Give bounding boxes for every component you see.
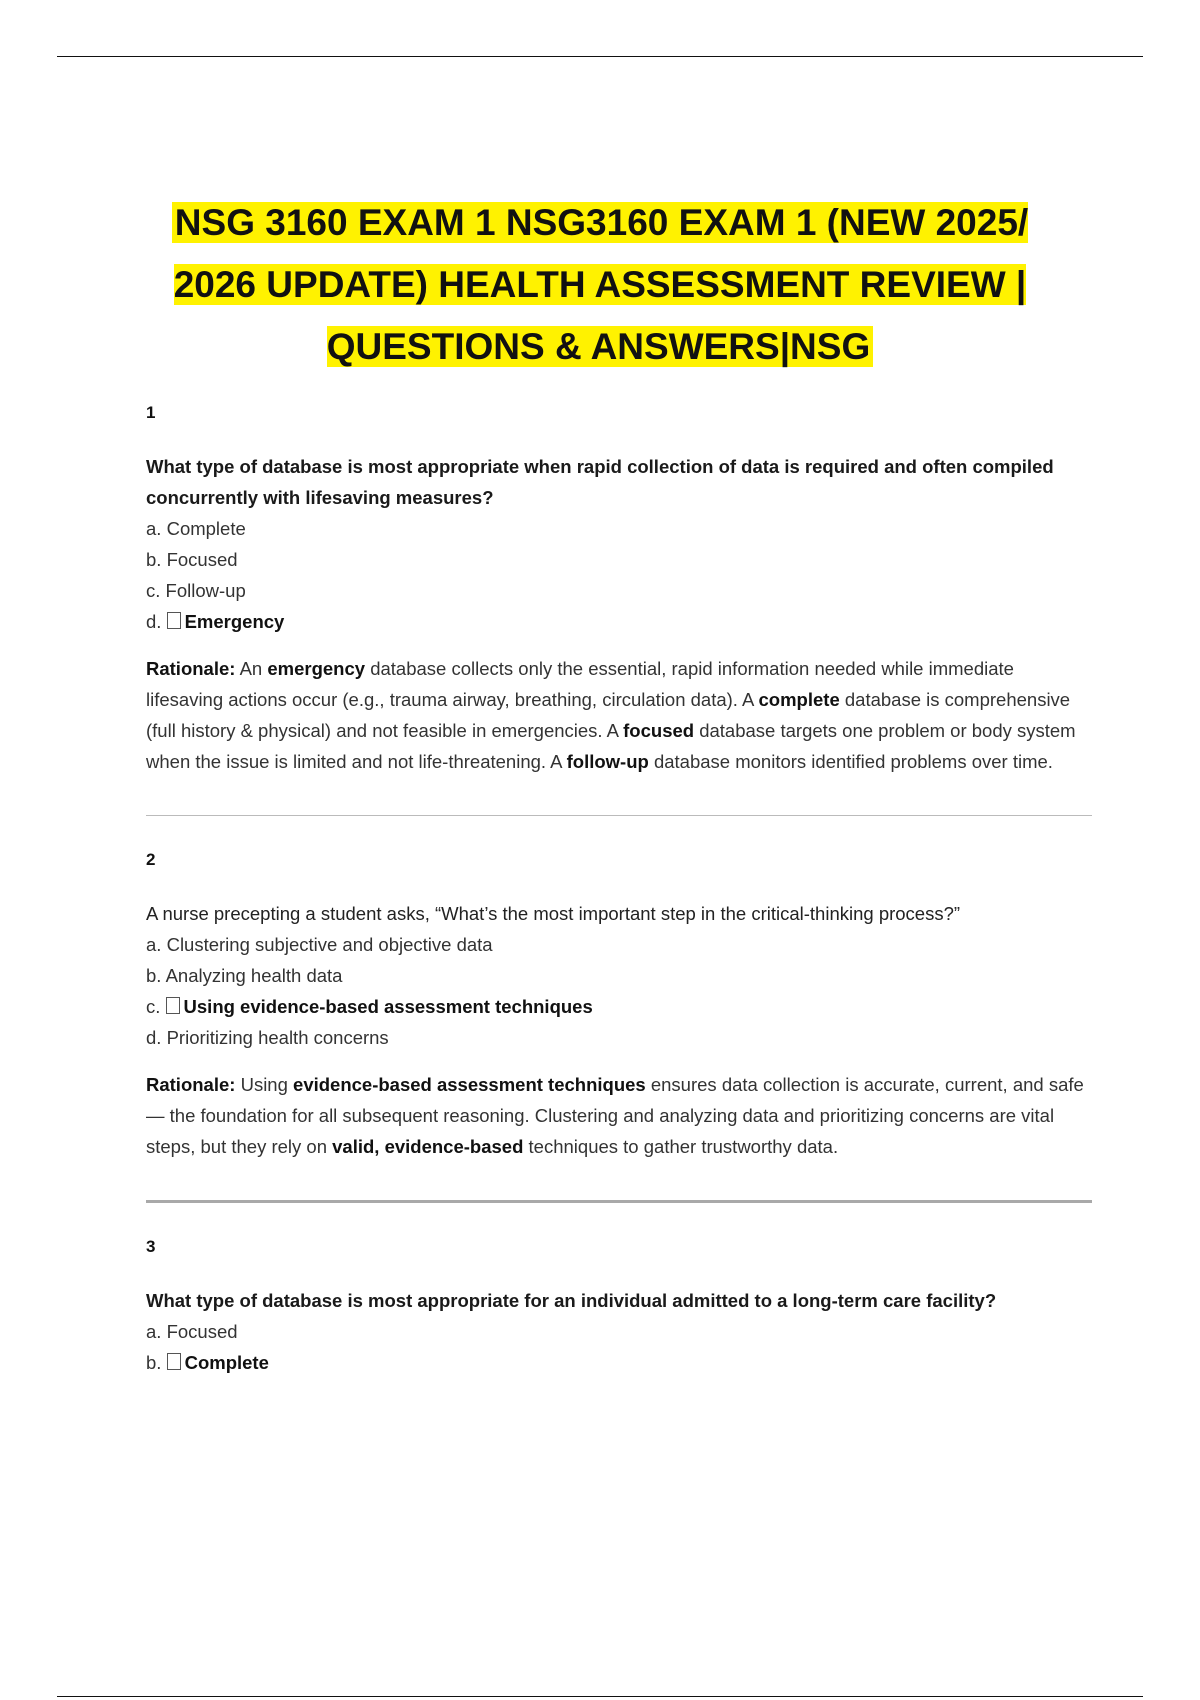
option-a: a. Clustering subjective and objective data [146, 934, 493, 955]
option-a: a. Focused [146, 1321, 238, 1342]
question-3 [146, 1237, 1092, 1378]
option-b-correct: b. Complete [146, 1352, 269, 1373]
question-1 [146, 403, 1092, 777]
check-box-icon [166, 997, 180, 1014]
option-b: b. Analyzing health data [146, 965, 343, 986]
option-b: b. Focused [146, 549, 238, 570]
question-text: What type of database is most appropriate when rapid collection of data is required and often compiled concurrently with lifesaving measures? [146, 456, 1054, 508]
document-title [150, 192, 1050, 378]
question-2 [146, 850, 1092, 1162]
section-divider [146, 1200, 1092, 1203]
option-list [146, 1316, 1092, 1378]
option-d-correct: d. Emergency [146, 611, 285, 632]
option-list [146, 929, 1092, 1053]
question-text: What type of database is most appropriate for an individual admitted to a long-term care facility? [146, 1290, 997, 1311]
question-number: 2 [146, 850, 156, 869]
option-c-correct: c. Using evidence-based assessment techniques [146, 996, 593, 1017]
bottom-rule [57, 1696, 1143, 1697]
option-c: c. Follow-up [146, 580, 246, 601]
top-rule [57, 56, 1143, 57]
check-box-icon [167, 1353, 181, 1370]
option-d: d. Prioritizing health concerns [146, 1027, 389, 1048]
section-divider [146, 815, 1092, 816]
question-list [146, 403, 1092, 1378]
rationale: Rationale: Using evidence-based assessment techniques ensures data collection is accurate, current, and safe — the foundation for all subsequent reasoning. Clustering and analyzing data and prioritizing concerns are vital steps, but they rely on valid, evidence-based techniques to gather trustworthy data. [146, 1074, 1084, 1157]
question-number: 1 [146, 403, 156, 422]
title-highlight: NSG 3160 EXAM 1 NSG3160 EXAM 1 (NEW 2025/ 2026 UPDATE) HEALTH ASSESSMENT REVIEW | QUESTIONS & ANSWERS|NSG [173, 202, 1029, 367]
option-list [146, 513, 1092, 637]
check-box-icon [167, 612, 181, 629]
rationale: Rationale: An emergency database collects only the essential, rapid information needed while immediate lifesaving actions occur (e.g., trauma airway, breathing, circulation data). A complete database is comprehensive (full history & physical) and not feasible in emergencies. A focused database targets one problem or body system when the issue is limited and not life-threatening. A follow-up database monitors identified problems over time. [146, 658, 1076, 772]
option-a: a. Complete [146, 518, 246, 539]
question-number: 3 [146, 1237, 156, 1256]
question-text: A nurse precepting a student asks, “What’s the most important step in the critical-thinking process?” [146, 903, 961, 924]
